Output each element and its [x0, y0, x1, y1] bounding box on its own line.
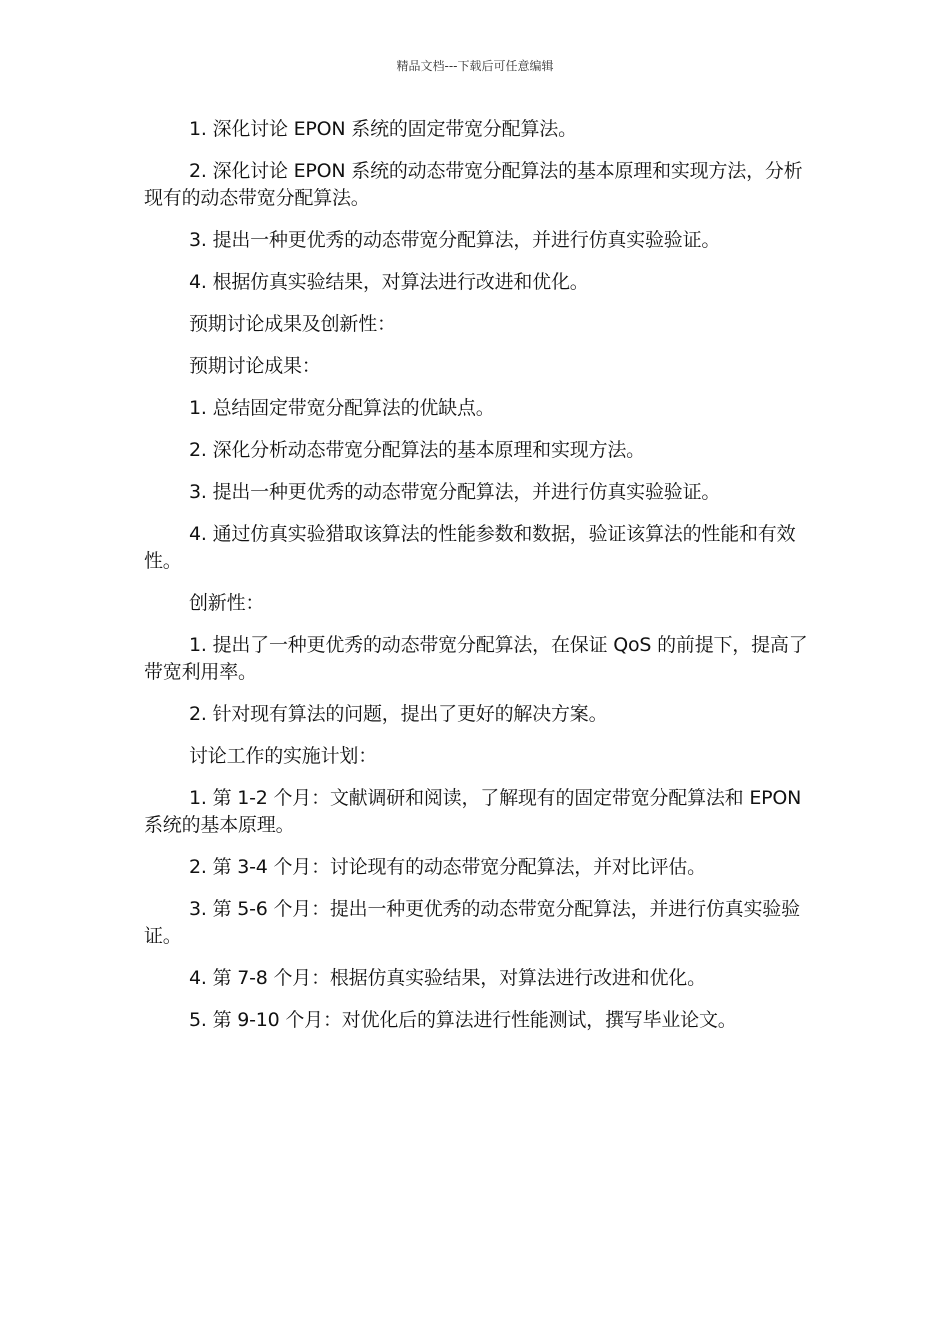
section-heading: 预期讨论成果及创新性： — [189, 313, 396, 335]
paragraph: 2. 第 3-4 个月：讨论现有的动态带宽分配算法，并对比评估。 — [189, 856, 706, 878]
section-heading: 创新性： — [189, 592, 265, 614]
paragraph: 2. 针对现有算法的问题，提出了更好的解决方案。 — [189, 703, 608, 725]
paragraph: 2. 深化讨论 EPON 系统的动态带宽分配算法的基本原理和实现方法，分析现有的动态带宽分配算法。 — [144, 160, 803, 209]
section-heading: 讨论工作的实施计划： — [189, 745, 378, 767]
paragraph: 4. 根据仿真实验结果，对算法进行改进和优化。 — [189, 271, 589, 293]
paragraph: 1. 总结固定带宽分配算法的优缺点。 — [189, 397, 495, 419]
document-body — [144, 116, 809, 1049]
paragraph: 2. 深化分析动态带宽分配算法的基本原理和实现方法。 — [189, 439, 645, 461]
section-heading: 预期讨论成果： — [189, 355, 321, 377]
paragraph: 1. 提出了一种更优秀的动态带宽分配算法，在保证 QoS 的前提下，提高了带宽利用率。 — [144, 634, 808, 683]
page-header: 精品文档---下载后可任意编辑 — [396, 59, 554, 73]
paragraph: 5. 第 9-10 个月：对优化后的算法进行性能测试，撰写毕业论文。 — [189, 1009, 737, 1031]
paragraph: 1. 第 1-2 个月：文献调研和阅读，了解现有的固定带宽分配算法和 EPON 系统的基本原理。 — [144, 787, 802, 836]
paragraph: 1. 深化讨论 EPON 系统的固定带宽分配算法。 — [189, 118, 577, 140]
paragraph: 4. 第 7-8 个月：根据仿真实验结果，对算法进行改进和优化。 — [189, 967, 706, 989]
paragraph: 3. 第 5-6 个月：提出一种更优秀的动态带宽分配算法，并进行仿真实验验证。 — [144, 898, 800, 947]
paragraph: 4. 通过仿真实验猎取该算法的性能参数和数据，验证该算法的性能和有效性。 — [144, 523, 796, 572]
paragraph: 3. 提出一种更优秀的动态带宽分配算法，并进行仿真实验验证。 — [189, 229, 721, 251]
paragraph: 3. 提出一种更优秀的动态带宽分配算法，并进行仿真实验验证。 — [189, 481, 721, 503]
